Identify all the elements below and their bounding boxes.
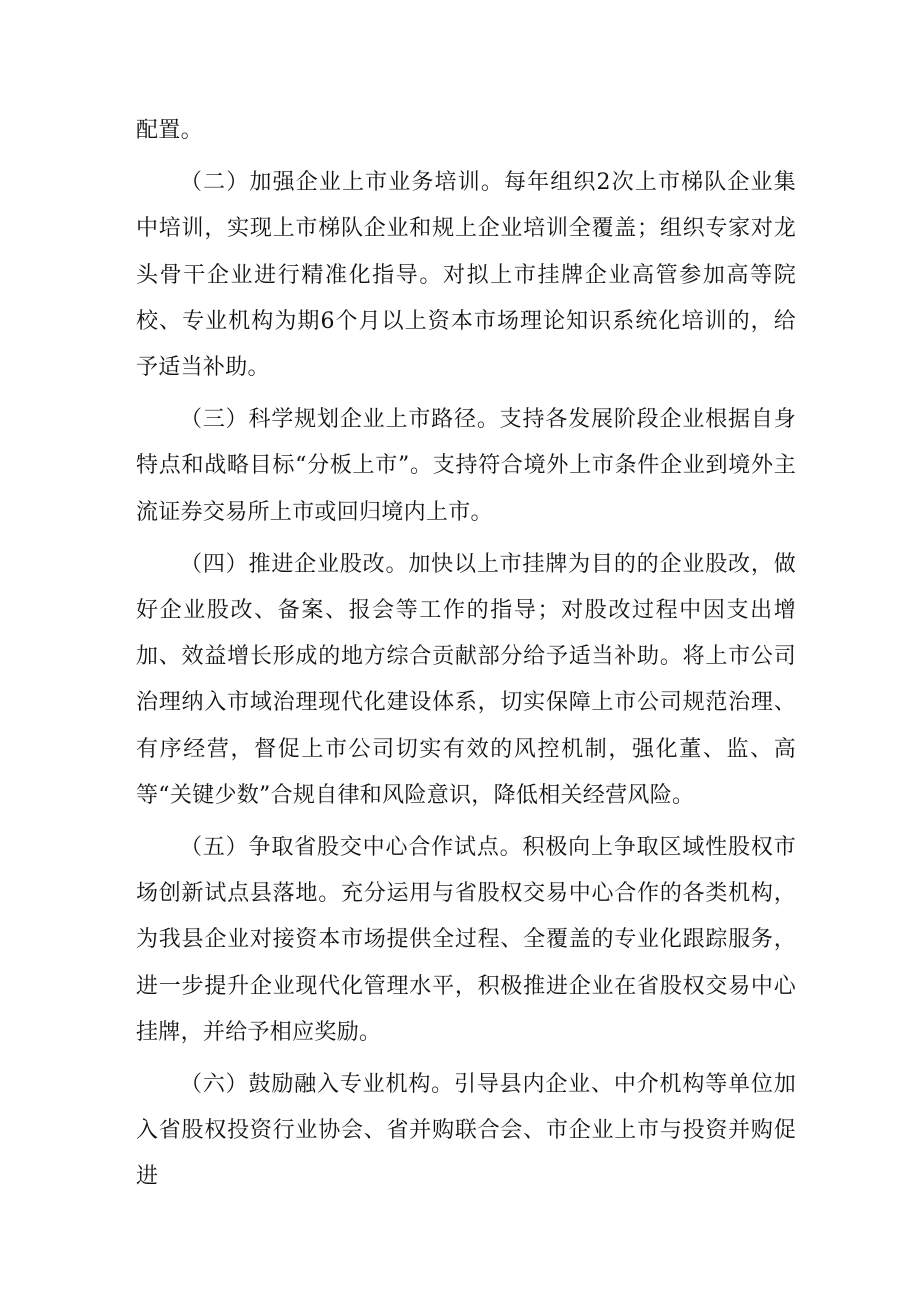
paragraph-continuation: 配置。 xyxy=(136,118,203,143)
document-body xyxy=(136,108,796,1201)
paragraph-section-3: （三）科学规划企业上市路径。支持各发展阶段企业根据自身特点和战略目标“分板上市”。支持符合境外上市条件企业到境外主流证券交易所上市或回归境内上市。 xyxy=(136,407,796,525)
paragraph-section-5: （五）争取省股交中心合作试点。积极向上争取区域性股权市场创新试点县落地。充分运用与省股权交易中心合作的各类机构，为我县企业对接资本市场提供全过程、全覆盖的专业化跟踪服务，进一步提升企业现代化管理水平，积极推进企业在省股权交易中心挂牌，并给予相应奖励。 xyxy=(136,835,796,1045)
paragraph-section-2: （二）加强企业上市业务培训。每年组织2次上市梯队企业集中培训，实现上市梯队企业和规上企业培训全覆盖；组织专家对龙头骨干企业进行精准化指导。对拟上市挂牌企业高管参加高等院校、专业机构为期6个月以上资本市场理论知识系统化培训的，给予适当补助。 xyxy=(136,170,796,381)
paragraph-section-6: （六）鼓励融入专业机构。引导县内企业、中介机构等单位加入省股权投资行业协会、省并购联合会、市企业上市与投资并购促进 xyxy=(136,1072,796,1190)
paragraph-section-4: （四）推进企业股改。加快以上市挂牌为目的的企业股改，做好企业股改、备案、报会等工作的指导；对股改过程中因支出增加、效益增长形成的地方综合贡献部分给予适当补助。将上市公司治理纳入市域治理现代化建设体系，切实保障上市公司规范治理、有序经营，督促上市公司切实有效的风控机制，强化董、监、高等“关键少数”合规自律和风险意识，降低相关经营风险。 xyxy=(136,551,796,808)
